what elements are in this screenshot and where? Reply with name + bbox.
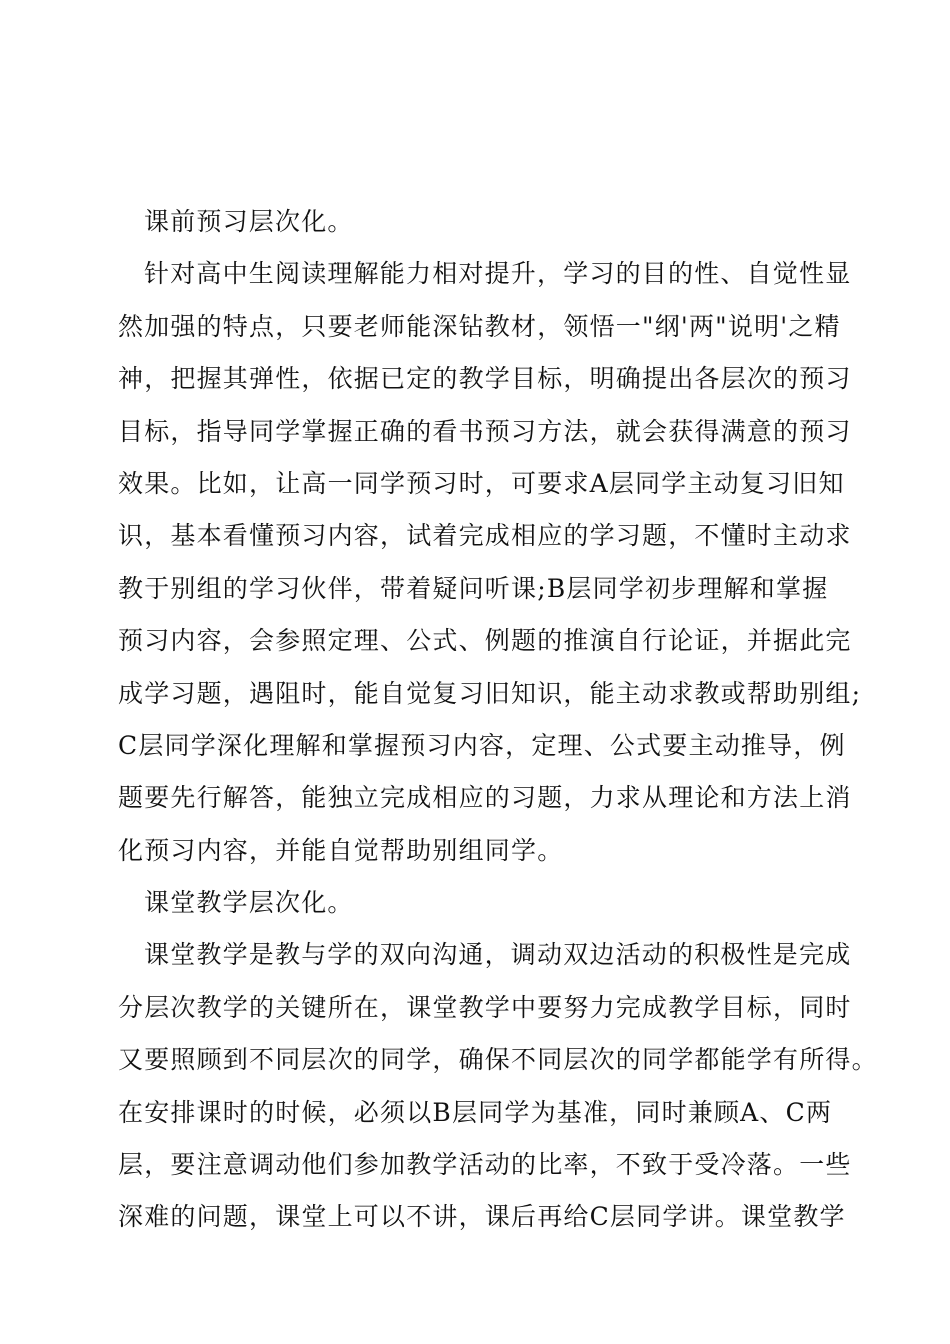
paragraph-line: 神，把握其弹性，依据已定的教学目标，明确提出各层次的预习 [118,364,852,394]
paragraph-line: 识，基本看懂预习内容，试着完成相应的学习题，不懂时主动求 [118,521,852,551]
paragraph-line: 教于别组的学习伙伴，带着疑问听课;B层同学初步理解和掌握 [118,573,829,603]
paragraph-line: 针对高中生阅读理解能力相对提升，学习的目的性、自觉性显 [144,259,852,289]
paragraph-line: 课堂教学是教与学的双向沟通，调动双边活动的积极性是完成 [144,940,852,970]
paragraph-line: 化预习内容，并能自觉帮助别组同学。 [118,835,564,865]
document-body [118,196,878,1244]
paragraph-line: 目标，指导同学掌握正确的看书预习方法，就会获得满意的预习 [118,416,852,446]
section-heading-classroom: 课堂教学层次化。 [144,888,354,918]
paragraph-line: 深难的问题，课堂上可以不讲，课后再给C层同学讲。课堂教学 [118,1202,846,1232]
paragraph-line: 题要先行解答，能独立完成相应的习题，力求从理论和方法上消 [118,783,852,813]
paragraph-line: 然加强的特点，只要老师能深钻教材，领悟一"纲'两"说明'之精 [118,311,841,341]
paragraph-line: 预习内容，会参照定理、公式、例题的推演自行论证，并据此完 [118,626,852,656]
paragraph-line: 分层次教学的关键所在，课堂教学中要努力完成教学目标，同时 [118,992,852,1022]
paragraph-line: 效果。比如，让高一同学预习时，可要求A层同学主动复习旧知 [118,468,845,498]
paragraph-line: 层，要注意调动他们参加教学活动的比率，不致于受冷落。一些 [118,1150,852,1180]
paragraph-line: 又要照顾到不同层次的同学，确保不同层次的同学都能学有所得。 [118,1045,878,1075]
section-heading-preview: 课前预习层次化。 [144,207,354,236]
paragraph-line: C层同学深化理解和掌握预习内容，定理、公式要主动推导，例 [118,730,846,760]
paragraph-line: 成学习题，遇阻时，能自觉复习旧知识，能主动求教或帮助别组; [118,678,862,708]
paragraph-line: 在安排课时的时候，必须以B层同学为基准，同时兼顾A、C两 [118,1097,833,1127]
